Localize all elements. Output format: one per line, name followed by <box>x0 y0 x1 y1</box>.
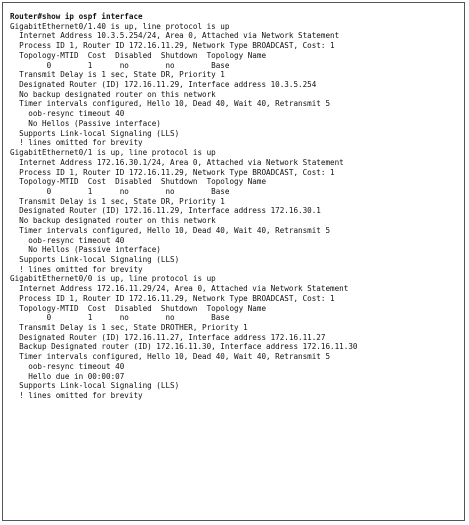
output-line: 0 1 no no Base <box>10 313 230 323</box>
output-line: No backup designated router on this network <box>10 216 216 226</box>
output-line: Topology-MTID Cost Disabled Shutdown Topology Name <box>10 50 267 60</box>
output-line: ! lines omitted for brevity <box>10 264 143 274</box>
output-line: 0 1 no no Base <box>10 186 230 196</box>
terminal-window <box>2 2 465 521</box>
output-line: Topology-MTID Cost Disabled Shutdown Topology Name <box>10 303 267 313</box>
output-line: Transmit Delay is 1 sec, State DROTHER, Priority 1 <box>10 323 248 332</box>
output-line: ! lines omitted for brevity <box>10 391 143 401</box>
output-line: Transmit Delay is 1 sec, State DR, Priority 1 <box>10 196 225 206</box>
output-line: Supports Link-local Signaling (LLS) <box>10 381 180 391</box>
output-line: oob-resync timeout 40 <box>10 109 125 119</box>
output-line: Process ID 1, Router ID 172.16.11.29, Network Type BROADCAST, Cost: 1 <box>10 293 335 303</box>
output-line: oob-resync timeout 40 <box>10 361 125 371</box>
output-line: Process ID 1, Router ID 172.16.11.29, Network Type BROADCAST, Cost: 1 <box>10 167 335 177</box>
output-line: 0 1 no no Base <box>10 60 230 70</box>
output-line: Transmit Delay is 1 sec, State DR, Priority 1 <box>10 70 225 80</box>
output-line: Hello due in 00:00:07 <box>10 371 125 381</box>
output-line: Process ID 1, Router ID 172.16.11.29, Network Type BROADCAST, Cost: 1 <box>10 41 335 51</box>
output-line: Timer intervals configured, Hello 10, Dead 40, Wait 40, Retransmit 5 <box>10 99 331 109</box>
output-line: Designated Router (ID) 172.16.11.29, Interface address 172.16.30.1 <box>10 206 321 216</box>
output-line: Supports Link-local Signaling (LLS) <box>10 254 180 264</box>
interface-status-line: GigabitEthernet0/1 is up, line protocol is up <box>10 148 216 158</box>
terminal-output <box>10 12 357 401</box>
output-line: Designated Router (ID) 172.16.11.27, Interface address 172.16.11.27 <box>10 332 326 342</box>
output-line: oob-resync timeout 40 <box>10 235 125 245</box>
output-line: Designated Router (ID) 172.16.11.29, Interface address 10.3.5.254 <box>10 80 317 90</box>
output-line: Internet Address 172.16.30.1/24, Area 0, Attached via Network Statement <box>10 157 344 167</box>
output-line: Timer intervals configured, Hello 10, Dead 40, Wait 40, Retransmit 5 <box>10 225 331 235</box>
output-line: Backup Designated router (ID) 172.16.11.30, Interface address 172.16.11.30 <box>10 342 358 352</box>
output-line: No Hellos (Passive interface) <box>10 245 161 255</box>
output-line: Internet Address 10.3.5.254/24, Area 0, Attached via Network Statement <box>10 31 340 41</box>
output-line: Timer intervals configured, Hello 10, Dead 40, Wait 40, Retransmit 5 <box>10 352 331 362</box>
interface-status-line: GigabitEthernet0/0 is up, line protocol is up <box>10 274 216 284</box>
output-line: Topology-MTID Cost Disabled Shutdown Topology Name <box>10 177 267 187</box>
output-line: Internet Address 172.16.11.29/24, Area 0, Attached via Network Statement <box>10 284 349 294</box>
output-line: No backup designated router on this network <box>10 89 216 99</box>
output-line: No Hellos (Passive interface) <box>10 118 161 128</box>
interface-status-line: GigabitEthernet0/1.40 is up, line protocol is up <box>10 21 230 31</box>
output-line: Supports Link-local Signaling (LLS) <box>10 128 180 138</box>
command-prompt-line: Router#show ip ospf interface <box>10 12 143 21</box>
output-line: ! lines omitted for brevity <box>10 138 143 148</box>
